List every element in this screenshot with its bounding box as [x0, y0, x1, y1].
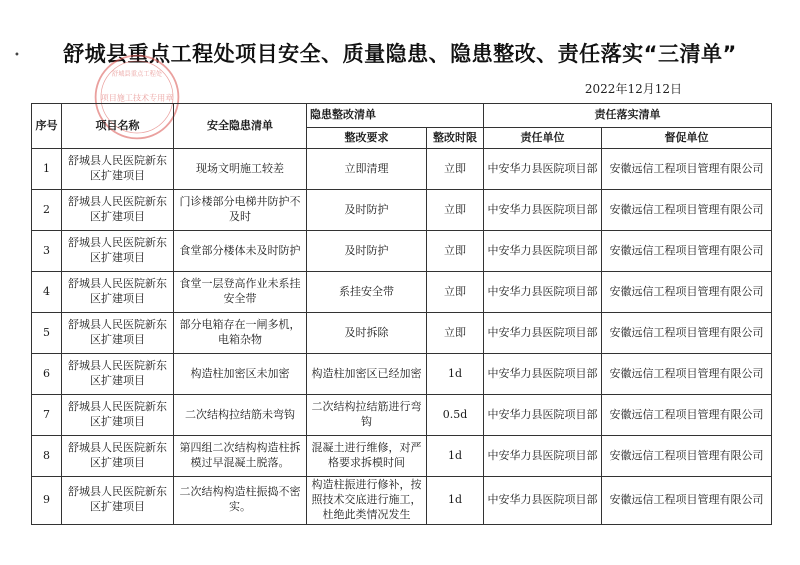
cell-no: 3: [32, 231, 62, 272]
cell-project: 舒城县人民医院新东区扩建项目: [62, 477, 174, 525]
cell-project: 舒城县人民医院新东区扩建项目: [62, 436, 174, 477]
cell-project: 舒城县人民医院新东区扩建项目: [62, 313, 174, 354]
cell-supervisor: 安徽远信工程项目管理有限公司: [602, 231, 772, 272]
header-resp-unit: 责任单位: [484, 128, 602, 149]
header-no: 序号: [32, 104, 62, 149]
cell-time-limit: 立即: [427, 313, 484, 354]
cell-requirement: 及时防护: [307, 231, 427, 272]
cell-requirement: 混凝土进行维修，对严格要求拆模时间: [307, 436, 427, 477]
cell-project: 舒城县人民医院新东区扩建项目: [62, 231, 174, 272]
cell-supervisor: 安徽远信工程项目管理有限公司: [602, 272, 772, 313]
cell-time-limit: 1d: [427, 436, 484, 477]
cell-no: 6: [32, 354, 62, 395]
cell-resp-unit: 中安华力县医院项目部: [484, 436, 602, 477]
cell-resp-unit: 中安华力县医院项目部: [484, 395, 602, 436]
cell-supervisor: 安徽远信工程项目管理有限公司: [602, 313, 772, 354]
cell-hazard: 二次结构拉结筋未弯钩: [174, 395, 307, 436]
cell-resp-unit: 中安华力县医院项目部: [484, 149, 602, 190]
cell-time-limit: 立即: [427, 149, 484, 190]
cell-project: 舒城县人民医院新东区扩建项目: [62, 190, 174, 231]
table-row: [32, 477, 772, 525]
cell-hazard: 构造柱加密区未加密: [174, 354, 307, 395]
cell-no: 9: [32, 477, 62, 525]
cell-no: 8: [32, 436, 62, 477]
seal-ring-text: 舒城县重点工程处: [111, 70, 163, 78]
three-lists-table: [31, 103, 772, 525]
cell-supervisor: 安徽远信工程项目管理有限公司: [602, 477, 772, 525]
cell-resp-unit: 中安华力县医院项目部: [484, 231, 602, 272]
table-row: [32, 272, 772, 313]
cell-resp-unit: 中安华力县医院项目部: [484, 313, 602, 354]
cell-requirement: 及时拆除: [307, 313, 427, 354]
cell-requirement: 系挂安全带: [307, 272, 427, 313]
scan-mark: •: [14, 50, 20, 61]
cell-no: 2: [32, 190, 62, 231]
cell-resp-unit: 中安华力县医院项目部: [484, 477, 602, 525]
cell-requirement: 构造柱加密区已经加密: [307, 354, 427, 395]
cell-hazard: 食堂一层登高作业未系挂安全带: [174, 272, 307, 313]
cell-no: 5: [32, 313, 62, 354]
header-rectification-group: 隐患整改清单: [307, 104, 484, 128]
table-row: [32, 231, 772, 272]
cell-requirement: 及时防护: [307, 190, 427, 231]
cell-requirement: 立即清理: [307, 149, 427, 190]
cell-project: 舒城县人民医院新东区扩建项目: [62, 354, 174, 395]
cell-requirement: 二次结构拉结筋进行弯钩: [307, 395, 427, 436]
cell-hazard: 第四组二次结构构造柱拆模过早混凝土脱落。: [174, 436, 307, 477]
cell-time-limit: 立即: [427, 272, 484, 313]
header-rect-time: 整改时限: [427, 128, 484, 149]
table-row: [32, 436, 772, 477]
cell-resp-unit: 中安华力县医院项目部: [484, 354, 602, 395]
document-date: 2022年12月12日: [584, 82, 682, 96]
cell-time-limit: 1d: [427, 354, 484, 395]
cell-resp-unit: 中安华力县医院项目部: [484, 272, 602, 313]
table-row: [32, 354, 772, 395]
header-rect-requirement: 整改要求: [307, 128, 427, 149]
document-title: 舒城县重点工程处项目安全、质量隐患、隐患整改、责任落实“三清单”: [63, 42, 737, 66]
header-responsibility-group: 责任落实清单: [484, 104, 772, 128]
header-supervisor: 督促单位: [602, 128, 772, 149]
cell-project: 舒城县人民医院新东区扩建项目: [62, 272, 174, 313]
cell-supervisor: 安徽远信工程项目管理有限公司: [602, 190, 772, 231]
cell-supervisor: 安徽远信工程项目管理有限公司: [602, 149, 772, 190]
cell-requirement: 构造柱振进行修补，按照技术交底进行施工，杜绝此类情况发生: [307, 477, 427, 525]
cell-hazard: 现场文明施工较差: [174, 149, 307, 190]
cell-time-limit: 立即: [427, 231, 484, 272]
cell-supervisor: 安徽远信工程项目管理有限公司: [602, 395, 772, 436]
cell-no: 4: [32, 272, 62, 313]
cell-hazard: 部分电箱存在一闸多机，电箱杂物: [174, 313, 307, 354]
table-row: [32, 395, 772, 436]
cell-time-limit: 1d: [427, 477, 484, 525]
cell-hazard: 食堂部分楼体未及时防护: [174, 231, 307, 272]
header-project: 项目名称: [62, 104, 174, 149]
seal-center-text: 项目施工技术专用章: [100, 92, 174, 103]
cell-resp-unit: 中安华力县医院项目部: [484, 190, 602, 231]
table-row: [32, 190, 772, 231]
cell-project: 舒城县人民医院新东区扩建项目: [62, 149, 174, 190]
cell-time-limit: 立即: [427, 190, 484, 231]
header-hazard: 安全隐患清单: [174, 104, 307, 149]
cell-time-limit: 0.5d: [427, 395, 484, 436]
cell-no: 7: [32, 395, 62, 436]
table-row: [32, 313, 772, 354]
cell-supervisor: 安徽远信工程项目管理有限公司: [602, 354, 772, 395]
cell-hazard: 二次结构构造柱振捣不密实。: [174, 477, 307, 525]
cell-supervisor: 安徽远信工程项目管理有限公司: [602, 436, 772, 477]
cell-no: 1: [32, 149, 62, 190]
table-row: [32, 149, 772, 190]
cell-project: 舒城县人民医院新东区扩建项目: [62, 395, 174, 436]
cell-hazard: 门诊楼部分电梯井防护不及时: [174, 190, 307, 231]
